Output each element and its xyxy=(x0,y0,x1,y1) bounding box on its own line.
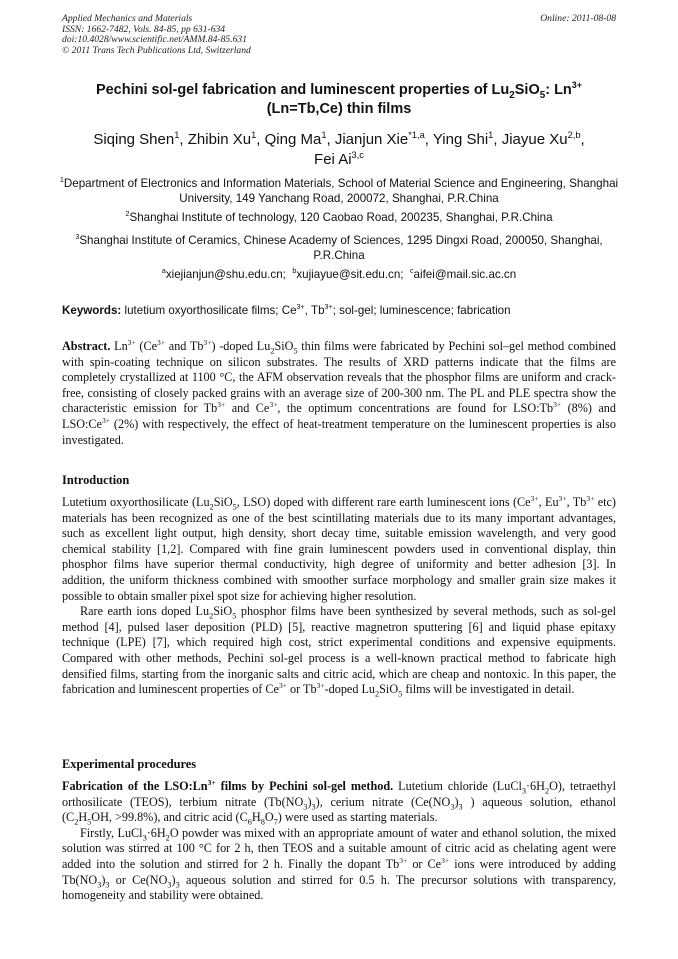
journal-name: Applied Mechanics and Materials xyxy=(62,13,193,24)
affiliation-1: $^1$Department of Electronics and Information Materials, School of Material Science and Engineering, Shanghai University, 149 Yanchang Road, 200072, Shanghai, P.R.China xyxy=(59,175,619,205)
author: Jianjun Xie xyxy=(334,131,409,148)
author-list: Siqing Shen$^1$, Zhibin Xu$^1$, Qing Ma$^1$, Jianjun Xie$^{*1,a}$, Ying Shi$^1$, Jiayue Xu$^{2,b}$, Fei Ai$^{3,c}$ xyxy=(93,130,585,168)
email-link[interactable]: xiejianjun@shu.edu.cn; xyxy=(165,268,286,281)
abstract: Abstract. $Ln^{3+}$ ($Ce^{3+}$ and $Tb^{3+}$) -doped $Lu_2SiO_5$ thin films were fabricated by Pechini sol–gel method combined with spin-coating technique on silicon substrates. The results of XRD patterns indicate that the films are completely crystallized at 1100 °C, the AFM observation reveals that the phosphor films are uniform and crack-free, consisting of closely packed grains with an average size of 200-300 nm. The PL and PLE spectra show the characteristic emission for $Tb^{3+}$ and $Ce^{3+}$, the optimum concentrations are found for $LSO:Tb^{3+}$ (8%) and $LSO:Ce^{3+}$ (2%) with respectively, the effect of heat-treatment temperature on the luminescent properties is also investigated. xyxy=(62,337,616,447)
section-heading-introduction: Introduction xyxy=(62,473,130,487)
issn-line: ISSN: 1662-7482, Vols. 84-85, pp 631-634 xyxy=(62,23,226,35)
online-date: Online: 2011-08-08 xyxy=(540,13,616,24)
author: Ying Shi xyxy=(432,131,489,148)
email-line: $^a$xiejianjun@shu.edu.cn; $^b$xujiayue@sit.edu.cn; $^c$aifei@mail.sic.ac.cn xyxy=(161,266,517,281)
author: Jiayue Xu xyxy=(501,131,568,148)
introduction-body xyxy=(62,495,616,698)
email-link[interactable]: aifei@mail.sic.ac.cn xyxy=(413,268,517,281)
keywords-label: Keywords: xyxy=(62,304,122,317)
copyright-line: © 2011 Trans Tech Publications Ltd, Switzerland xyxy=(62,44,251,56)
experimental-body xyxy=(62,779,616,904)
affiliation-3: $^3$Shanghai Institute of Ceramics, Chinese Academy of Sciences, 1295 Dingxi Road, 200050, Shanghai, P.R.China xyxy=(75,232,603,262)
author: Fei Ai xyxy=(314,151,352,168)
author: Siqing Shen xyxy=(93,131,175,148)
author: Zhibin Xu xyxy=(187,131,252,148)
paper-title: Pechini sol-gel fabrication and luminescent properties of $Lu_2SiO_5$: $Ln^{3+}$ (Ln=Tb,Ce) thin films xyxy=(95,80,583,117)
paragraph: Lutetium oxyorthosilicate ($Lu_2SiO_5$, LSO) doped with different rare earth luminescent ions ($Ce^{3+}$, $Eu^{3+}$, $Tb^{3+}$ etc) materials has been recognized as one of the best scintillating materials due to its many important advantages, such as excellent light output, high density, short decay time, suitable emission wavelength, and very good chemical stability [1,2]. Compared with fine grain luminescent powders used in conventional display, thin phosphor films have superior thermal conductivity, high degree of uniformity and better adhesion [3]. In addition, the uniform thickness combined with smoother surface morphology and smaller grain size makes it possible to obtain smaller pixel spot size for achieving higher resolution. xyxy=(62,493,616,603)
email-link[interactable]: xujiayue@sit.edu.cn; xyxy=(296,268,404,281)
paragraph: Firstly, $LuCl_3\cdot 6H_2O$ powder was mixed with an appropriate amount of water and ethanol solution, the mixed solution was stirred at 100 °C for 2 h, then TEOS and a suitable amount of citric acid as chelating agent were added into the solution and stirred for 2 h. Finally the dopant $Tb^{3+}$ or $Ce^{3+}$ ions were introduced by adding $Tb(NO_3)_3$ or $Ce(NO_3)_3$ aqueous solution and stirred for 0.5 h. The precursor solutions with transparency, homogeneity and stability were obtained. xyxy=(62,825,616,903)
keywords: Keywords: lutetium oxyorthosilicate films; $Ce^{3+}$, $Tb^{3+}$; sol-gel; luminescence; fabrication xyxy=(62,302,511,317)
abstract-label: Abstract. xyxy=(62,339,111,353)
paragraph: Rare earth ions doped $Lu_2SiO_5$ phosphor films have been synthesized by several methods, such as sol-gel method [4], pulsed laser deposition (PLD) [5], reactive magnetron sputtering [6] and liquid phase epitaxy technique (LPE) [7], which required high cost, strict experimental conditions and expensive equipments. Compared with other methods, Pechini sol-gel process is a well-known practical method to fabricate high densified films, starting from the inorganic salts and citric acid, which are cheap and nontoxic. In this paper, the fabrication and luminescent properties of $Ce^{3+}$ or $Tb^{3+}$-doped $Lu_2SiO_5$ films will be investigated in detail. xyxy=(62,604,616,699)
affiliation-2: $^2$Shanghai Institute of technology, 120 Caobao Road, 200235, Shanghai, P.R.China xyxy=(125,209,553,224)
doi-line[interactable]: doi:10.4028/www.scientific.net/AMM.84-85.631 xyxy=(62,34,248,46)
journal-header xyxy=(62,14,616,56)
author: Qing Ma xyxy=(264,131,322,148)
paragraph: Fabrication of the $LSO:Ln^{3+}$ films by Pechini sol-gel method. Lutetium chloride $(LuCl_3\cdot 6H_2O)$, tetraethyl orthosilicate (TEOS), terbium nitrate $(Tb(NO_3)_3)$, cerium nitrate ($Ce(NO_3)_3$ ) aqueous solution, ethanol ($C_2H_5OH$, >99.8%), and citric acid $(C_6H_8O_7)$ were used as starting materials. xyxy=(62,777,616,827)
section-heading-experimental: Experimental procedures xyxy=(62,757,197,771)
